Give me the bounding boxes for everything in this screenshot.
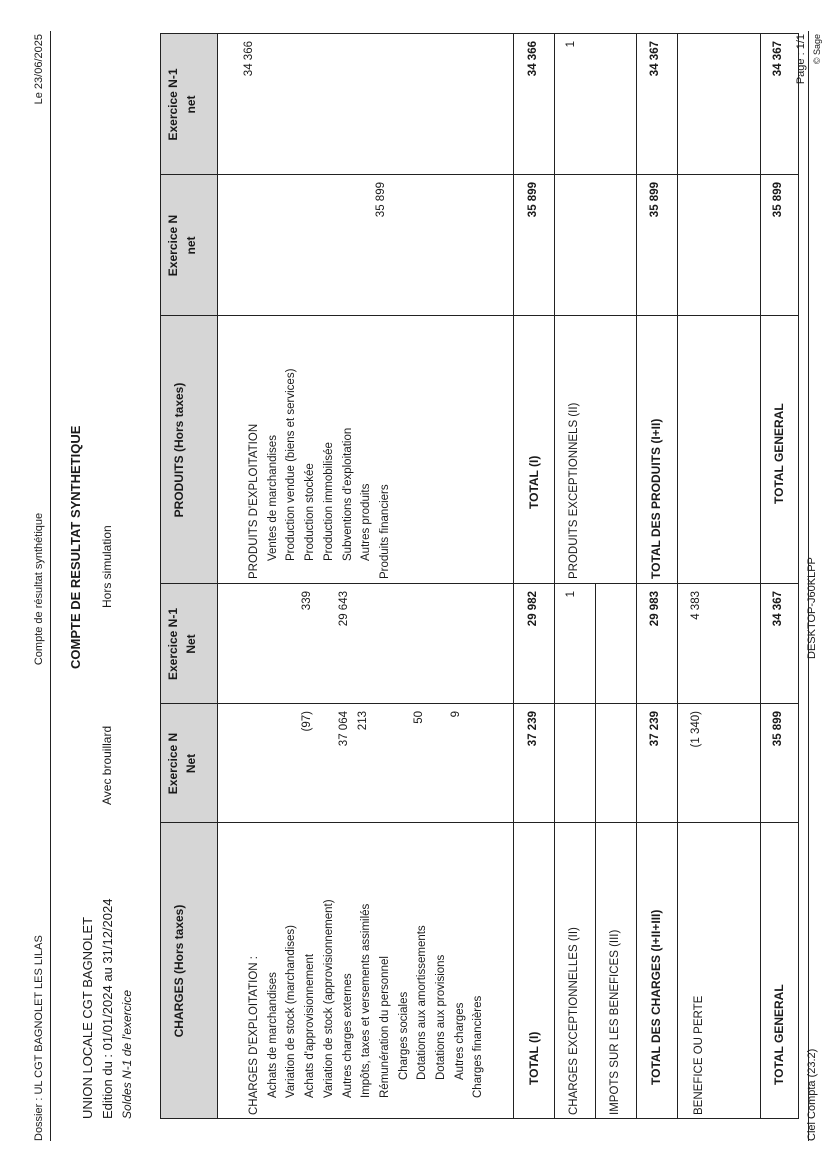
charges-row-3-n1: 339 <box>301 591 313 611</box>
header-produits-ex-n1-sub: net <box>184 95 198 114</box>
total1-produits-n: 35 899 <box>527 182 539 218</box>
table-header-bottom-border <box>217 33 218 1119</box>
total-produits-n: 35 899 <box>649 182 661 218</box>
charges-row-8: Charges sociales <box>397 991 410 1080</box>
organisation-name: UNION LOCALE CGT BAGNOLET <box>80 916 95 1119</box>
print-date: Le 23/06/2025 <box>33 34 45 105</box>
charges-row-5: Autres charges externes <box>341 973 354 1098</box>
benefice-n1: 4 383 <box>690 591 702 620</box>
col-divider-3 <box>160 583 799 584</box>
benefice-n: (1 340) <box>690 711 702 748</box>
rule-total1-top <box>513 33 514 1119</box>
total-general-charges-label: TOTAL GENERAL <box>772 984 786 1085</box>
produits-row-0: PRODUITS D'EXPLOITATION <box>248 423 260 579</box>
produits-row-1: Ventes de marchandises <box>266 435 279 561</box>
charges-row-11: Autres charges <box>453 1002 466 1080</box>
charges-row-9: Dotations aux amortissements <box>416 925 429 1080</box>
charges-row-7: Rémunération du personnel <box>378 956 391 1098</box>
exceptionnel-charges-n1: 1 <box>565 591 577 598</box>
charges-row-3-n: (97) <box>301 711 313 732</box>
produits-row-5: Subventions d'exploitation <box>341 427 354 561</box>
charges-row-9-n: 50 <box>413 711 425 724</box>
charges-row-4: Variation de stock (approvisionnement) <box>322 899 335 1098</box>
software-name: Ciel Compta (23.2) <box>806 1048 818 1141</box>
produits-row-6-n1: 34 366 <box>243 41 255 77</box>
total-produits-label: TOTAL DES PRODUITS (I+II) <box>649 418 663 579</box>
rule-total-charges-bottom <box>677 33 678 1119</box>
header-produits-ex-n-sub: net <box>184 236 198 255</box>
charges-row-11-n: 9 <box>450 711 462 718</box>
header-produits-ex-n: Exercice N <box>166 214 180 277</box>
col-divider-1 <box>160 822 799 823</box>
header-charges-ex-n: Exercice N <box>166 732 180 795</box>
col-divider-2 <box>160 703 799 704</box>
exceptionnel-produits-label: PRODUITS EXCEPTIONNELS (II) <box>568 402 580 579</box>
header-produits: PRODUITS (Hors taxes) <box>172 382 186 518</box>
table-top-border <box>160 33 161 1119</box>
soldes-note: Soldes N-1 de l'exercice <box>120 989 134 1119</box>
header-charges-ex-n-sub: Net <box>184 753 198 774</box>
total-general-produits-n: 35 899 <box>772 182 784 218</box>
total-charges-label: TOTAL DES CHARGES (I+II+III) <box>649 909 663 1085</box>
produits-row-6-n: 35 899 <box>375 182 387 218</box>
rule-total1-bottom <box>554 33 555 1119</box>
charges-row-6-n: 213 <box>357 711 369 731</box>
benefice-label: BENEFICE OU PERTE <box>693 995 705 1115</box>
total-charges-n1: 29 983 <box>649 591 661 627</box>
total1-charges-label: TOTAL (I) <box>527 1031 541 1085</box>
rule-benefice-bottom <box>760 33 761 1119</box>
total1-produits-label: TOTAL (I) <box>527 455 541 509</box>
header-rule <box>50 31 51 1141</box>
table-left-border <box>160 1118 799 1119</box>
edition-period: Edition du : 01/01/2024 au 31/12/2024 <box>100 898 115 1119</box>
table-bottom-border <box>798 33 799 1119</box>
produits-row-6: Autres produits <box>360 483 373 561</box>
rule-exceptionnel-bottom <box>595 583 596 1119</box>
dossier-label: Dossier : UL CGT BAGNOLET LES LILAS <box>33 935 45 1141</box>
simulation-flag: Hors simulation <box>100 525 114 608</box>
exceptionnel-charges-label: CHARGES EXCEPTIONNELLES (II) <box>568 927 580 1115</box>
total-produits-n1: 34 367 <box>649 41 661 77</box>
copyright: © Sage <box>812 34 822 65</box>
header-charges-ex-n1-sub: Net <box>184 634 198 654</box>
charges-row-5-n1: 29 643 <box>338 591 350 627</box>
machine-name: DESKTOP-J60KLPP <box>806 557 818 659</box>
col-divider-4 <box>160 315 799 316</box>
produits-row-3: Production stockée <box>304 463 317 561</box>
total-general-charges-n: 35 899 <box>772 711 784 747</box>
report-main-title: COMPTE DE RESULTAT SYNTHETIQUE <box>68 425 83 669</box>
charges-row-3: Achats d'approvisionnement <box>304 953 317 1098</box>
charges-row-2: Variation de stock (marchandises) <box>285 925 298 1098</box>
exceptionnel-produits-n1: 1 <box>565 41 577 48</box>
table-right-border <box>160 33 799 34</box>
produits-row-7: Produits financiers <box>378 484 391 579</box>
total1-charges-n: 37 239 <box>527 711 539 747</box>
total-general-produits-label: TOTAL GENERAL <box>772 403 786 504</box>
total1-produits-n1: 34 366 <box>527 41 539 77</box>
header-charges: CHARGES (Hors taxes) <box>172 904 186 1038</box>
header-charges-ex-n1: Exercice N-1 <box>166 607 180 681</box>
charges-row-0: CHARGES D'EXPLOITATION : <box>248 956 260 1115</box>
produits-row-4: Production immobilisée <box>322 442 335 561</box>
charges-row-10: Dotations aux provisions <box>435 954 447 1080</box>
page-number: Page : 1/1 <box>795 34 807 85</box>
brouillard-flag: Avec brouillard <box>100 725 114 805</box>
total-charges-n: 37 239 <box>649 711 661 747</box>
total-general-produits-n1: 34 367 <box>772 41 784 77</box>
document-title: Compte de résultat synthétique <box>33 512 45 666</box>
col-divider-5 <box>160 174 799 175</box>
charges-row-6: Impôts, taxes et versements assimilés <box>360 903 373 1098</box>
total1-charges-n1: 29 982 <box>527 591 539 627</box>
charges-row-5-n: 37 064 <box>338 711 350 747</box>
header-produits-ex-n1: Exercice N-1 <box>166 68 180 141</box>
produits-row-2: Production vendue (biens et services) <box>285 368 298 561</box>
rule-impots-bottom <box>636 33 637 1119</box>
total-general-charges-n1: 34 367 <box>772 591 784 627</box>
impots-label: IMPOTS SUR LES BENEFICES (III) <box>609 929 621 1115</box>
charges-row-1: Achats de marchandises <box>266 972 279 1098</box>
charges-row-12: Charges financières <box>472 995 485 1098</box>
